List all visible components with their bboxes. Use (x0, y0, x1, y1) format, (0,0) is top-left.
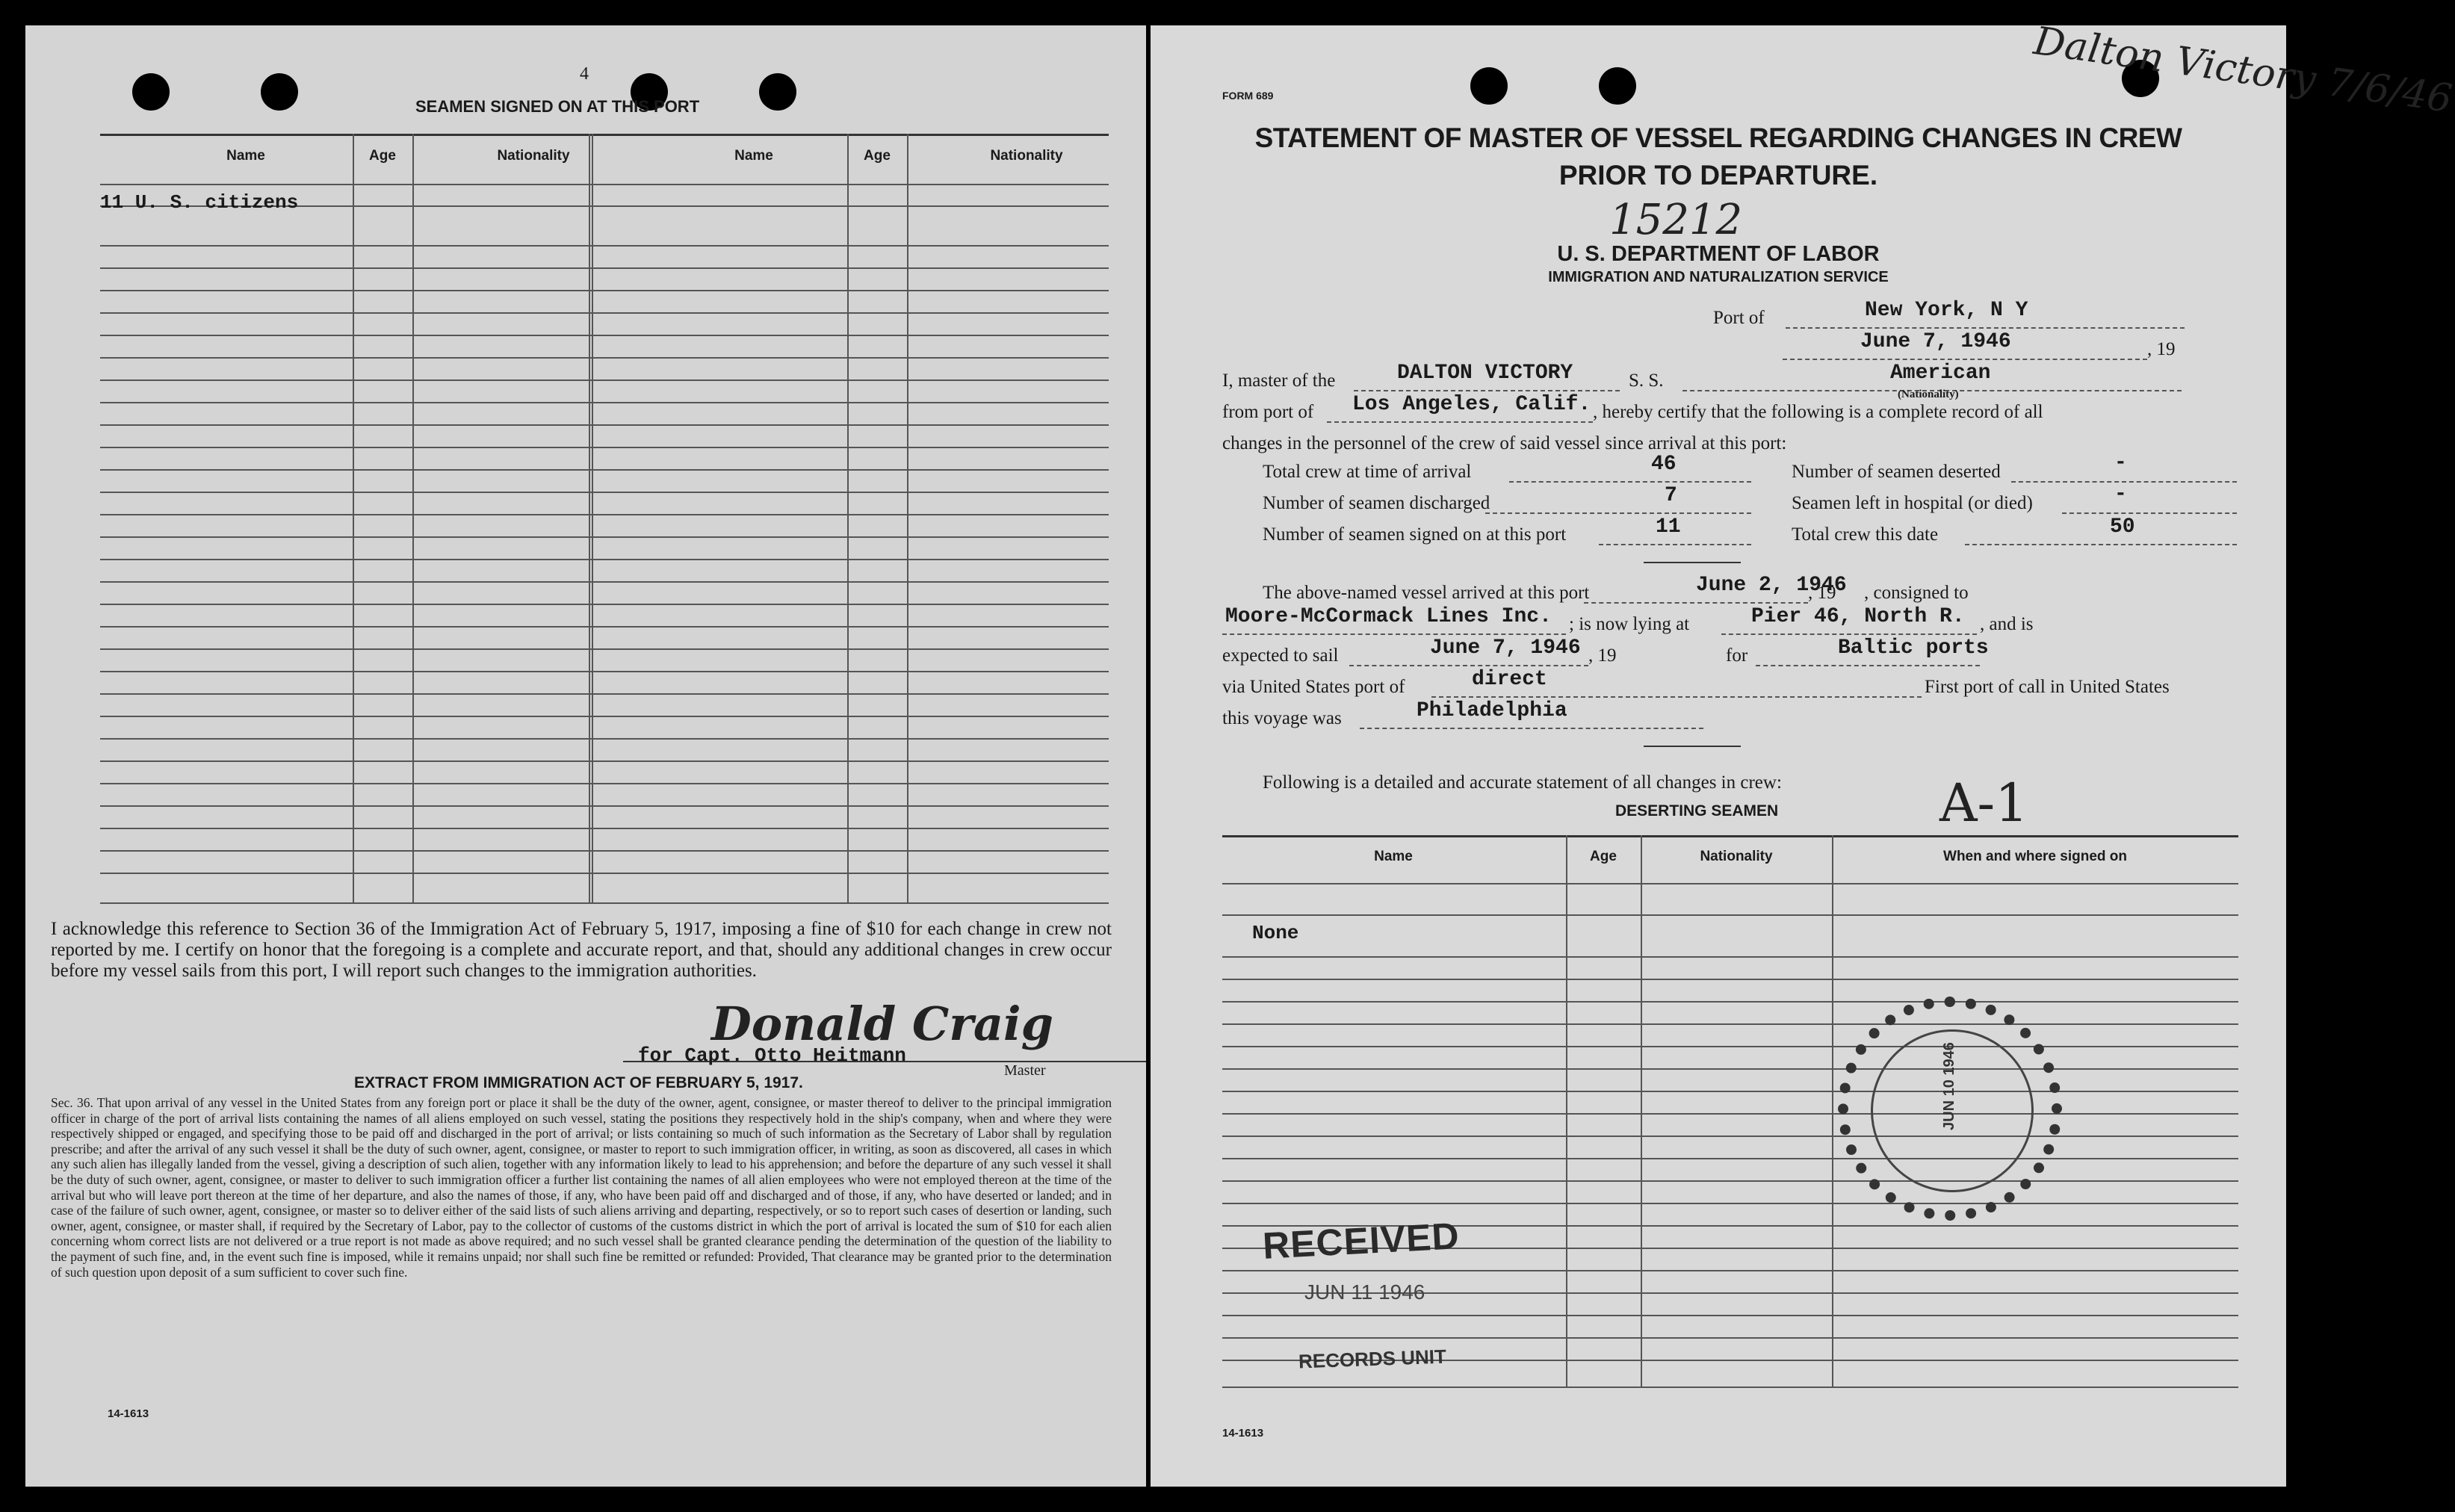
consigned-text: , 19 , consigned to (1808, 583, 1969, 603)
port-label: Port of (1713, 308, 1765, 328)
records-unit-stamp: RECORDS UNIT (1298, 1345, 1447, 1373)
extract-title: EXTRACT FROM IMMIGRATION ACT OF FEBRUARY 5, 1917. (354, 1074, 803, 1091)
total-arrival-value: 46 (1651, 453, 1677, 476)
right-page (1151, 19, 2455, 1487)
arrived-value: June 2, 1946 (1696, 574, 1847, 597)
from-port-label: from port of (1222, 402, 1314, 422)
col-header-name: Name (1374, 849, 1413, 864)
punch-hole (759, 73, 796, 111)
received-stamp: RECEIVED (1261, 1215, 1461, 1267)
consignee: Moore-McCormack Lines Inc. (1225, 605, 1552, 628)
code-mark: A-1 (1939, 772, 2028, 834)
form-code: 14-1613 (108, 1407, 149, 1420)
following-text: Following is a detailed and accurate statement of all changes in crew: (1263, 772, 1782, 793)
lying-value: Pier 46, North R. (1751, 605, 1965, 628)
table-row: None (1252, 922, 1299, 944)
for-captain-text: for Capt. Otto Heitmann (638, 1044, 906, 1067)
total-date-label: Total crew this date (1792, 524, 1939, 545)
extract-text: Sec. 36. That upon arrival of any vessel in the United States from any foreign port or place it shall be the duty of the owner, agent, consignee, or master thereof to deliver to the principal immigration officer in charge of the port of arrival lists containing the names of all aliens employed on such vessel, stating the positions they respectively hold in the ship's company, when and where they were respectively shipped or engaged, and specifying those to be paid off and discharged in the port of arrival; or lists containing so much of such information as the Secretary of Labor shall by regulation prescribe; and after the arrival of any such vessel it shall be the duty of such owner, agent, consignee, or master to report to such immigration officer, in writing, as soon as discovered, all cases in which any such alien has illegally landed from the vessel, giving a description of such alien, together with any information likely to lead to his apprehension; and before the departure of any such vessel it shall be the duty of such owner, agent, consignee, or master to deliver to such immigration officer a further list containing the names of all alien employees who were not employed thereon at the time of the arrival but who will leave port thereon at the time of her departure, and also the names of those, if any, who have been paid off and discharged and of those, if any, who have deserted or landed; and in case of the failure of such owner, agent, consignee, or master so to deliver either of the said lists of such aliens arriving and departing, respectively, or so to report such cases of desertion or landing, such owner, agent, consignee, or master shall, if required by the Secretary of Labor, pay to the collector of customs of the customs district in which the port of arrival is located the sum of $10 for each alien concerning whom correct lists are not delivered or a true report is not made as above required; and no such vessel shall be granted clearance pending the determination of the question of the liability to the payment of such fine, and, in the event such fine is imposed, while it remains unpaid; nor shall such fine be remitted or refunded: Provided, That clearance may be granted prior to the determination of such question upon deposit of a sum sufficient to cover such fine. (51, 1095, 1112, 1280)
handwritten-annotation: Dalton Victory 7/6/46 (2031, 19, 2455, 122)
sail-value: June 7, 1946 (1430, 636, 1581, 660)
col-header-when-where: When and where signed on (1943, 849, 2127, 864)
total-date-value: 50 (2110, 515, 2135, 539)
from-port-value: Los Angeles, Calif. (1352, 393, 1591, 416)
date-suffix: , 19 (2147, 339, 2176, 359)
form-subtitle: PRIOR TO DEPARTURE. (1558, 160, 1878, 190)
vessel-name: DALTON VICTORY (1397, 362, 1573, 385)
table-row: 11 U. S. citizens (100, 191, 299, 214)
file-number: 15212 (1609, 196, 1743, 244)
punch-hole (1599, 67, 1636, 105)
master-prefix: I, master of the (1222, 371, 1336, 391)
arrived-label: The above-named vessel arrived at this port (1263, 583, 1590, 603)
nationality-caption: (Nationality) (1898, 388, 1959, 400)
form-code: 14-1613 (1222, 1427, 1264, 1440)
for-label: for (1726, 645, 1748, 666)
received-date: JUN 11 1946 (1304, 1280, 1425, 1304)
master-label: Master (1004, 1062, 1046, 1079)
sail-label: expected to sail (1222, 645, 1339, 666)
nationality-value: American (1890, 362, 1991, 385)
col-header-name: Name (226, 148, 265, 164)
signed-on-label: Number of seamen signed on at this port (1263, 524, 1567, 545)
punch-hole (261, 73, 298, 111)
hospital-label: Seamen left in hospital (or died) (1792, 493, 2033, 513)
col-header-age: Age (369, 148, 396, 164)
voyage-value: Philadelphia (1417, 699, 1567, 722)
service: IMMIGRATION AND NATURALIZATION SERVICE (1548, 269, 1889, 285)
signed-on-value: 11 (1656, 515, 1681, 539)
col-header-nationality: Nationality (497, 148, 570, 164)
deserted-label: Number of seamen deserted (1792, 462, 2001, 482)
via-label: via United States port of (1222, 677, 1405, 697)
ss-label: S. S. (1629, 371, 1664, 391)
department: U. S. DEPARTMENT OF LABOR (1557, 242, 1880, 266)
form-title: STATEMENT OF MASTER OF VESSEL REGARDING CHANGES IN CREW (1254, 123, 2182, 153)
date-value: June 7, 1946 (1860, 330, 2011, 353)
col-header-nationality: Nationality (1700, 849, 1773, 864)
form-number: FORM 689 (1222, 90, 1274, 102)
discharged-label: Number of seamen discharged (1263, 493, 1490, 513)
deserted-value: - (2114, 451, 2127, 474)
destination-value: Baltic ports (1838, 636, 1989, 660)
punch-hole (132, 73, 170, 111)
col-header-age: Age (864, 148, 891, 164)
left-page (25, 25, 1146, 1487)
master-signature: Donald Craig (711, 997, 1053, 1051)
first-port-label: First port of call in United States (1925, 677, 2170, 697)
deserting-title: DESERTING SEAMEN (1615, 802, 1779, 819)
via-value: direct (1472, 668, 1547, 691)
section-title: SEAMEN SIGNED ON AT THIS PORT (415, 97, 700, 116)
port-value: New York, N Y (1865, 299, 2028, 322)
certify-text: , hereby certify that the following is a complete record of all (1593, 402, 2043, 422)
col-header-nationality: Nationality (990, 148, 1063, 164)
lying-label: ; is now lying at (1569, 614, 1690, 634)
total-arrival-label: Total crew at time of arrival (1263, 462, 1472, 482)
and-is-text: , and is (1980, 614, 2034, 634)
official-seal (1838, 997, 2062, 1221)
voyage-label: this voyage was (1222, 708, 1342, 728)
sail-suffix: , 19 (1588, 645, 1617, 666)
hospital-value: - (2114, 483, 2127, 506)
changes-text: changes in the personnel of the crew of said vessel since arrival at this port: (1222, 433, 1787, 453)
page-number: 4 (580, 64, 589, 84)
punch-hole (1470, 67, 1508, 105)
seal-date: JUN 10 1946 (1941, 1042, 1957, 1130)
discharged-value: 7 (1665, 484, 1677, 507)
col-header-age: Age (1590, 849, 1617, 864)
acknowledgment-text: I acknowledge this reference to Section 36 of the Immigration Act of February 5, 1917, imposing a fine of $10 for each change in crew not reported by me. I certify on honor that the foregoing is a complete and accurate report, and that, should any additional changes in crew occur before my vessel sails from this port, I will report such changes to the immigration authorities. (51, 919, 1112, 981)
col-header-name: Name (734, 148, 773, 164)
